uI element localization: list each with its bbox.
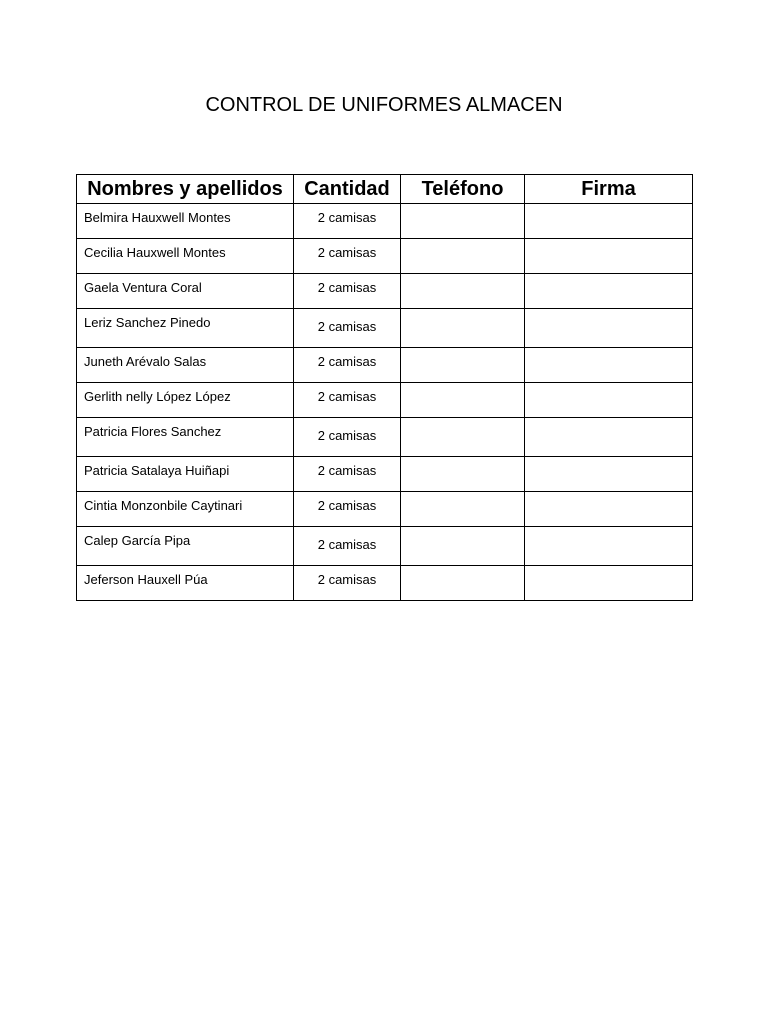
table-row bbox=[77, 383, 693, 418]
cell-signature bbox=[525, 309, 693, 348]
cell-quantity: 2 camisas bbox=[294, 309, 401, 348]
cell-signature bbox=[525, 204, 693, 239]
table-row bbox=[77, 457, 693, 492]
cell-name: Juneth Arévalo Salas bbox=[77, 348, 294, 383]
cell-quantity: 2 camisas bbox=[294, 274, 401, 309]
cell-quantity: 2 camisas bbox=[294, 383, 401, 418]
cell-signature bbox=[525, 348, 693, 383]
table-row bbox=[77, 348, 693, 383]
cell-phone bbox=[401, 383, 525, 418]
cell-phone bbox=[401, 309, 525, 348]
column-header-quantity: Cantidad bbox=[294, 175, 401, 204]
cell-phone bbox=[401, 348, 525, 383]
cell-signature bbox=[525, 383, 693, 418]
cell-name: Cintia Monzonbile Caytinari bbox=[77, 492, 294, 527]
cell-phone bbox=[401, 239, 525, 274]
cell-name: Cecilia Hauxwell Montes bbox=[77, 239, 294, 274]
cell-name: Jeferson Hauxell Púa bbox=[77, 566, 294, 601]
table-row bbox=[77, 418, 693, 457]
cell-name: Gerlith nelly López López bbox=[77, 383, 294, 418]
page-title: CONTROL DE UNIFORMES ALMACEN bbox=[205, 94, 563, 116]
cell-phone bbox=[401, 527, 525, 566]
table-row bbox=[77, 566, 693, 601]
cell-signature bbox=[525, 492, 693, 527]
cell-quantity: 2 camisas bbox=[294, 457, 401, 492]
cell-name: Gaela Ventura Coral bbox=[77, 274, 294, 309]
cell-quantity: 2 camisas bbox=[294, 492, 401, 527]
cell-quantity: 2 camisas bbox=[294, 418, 401, 457]
cell-phone bbox=[401, 457, 525, 492]
cell-signature bbox=[525, 527, 693, 566]
table-row bbox=[77, 274, 693, 309]
cell-name: Calep García Pipa bbox=[77, 527, 294, 566]
cell-quantity: 2 camisas bbox=[294, 527, 401, 566]
cell-name: Patricia Flores Sanchez bbox=[77, 418, 294, 457]
cell-name: Belmira Hauxwell Montes bbox=[77, 204, 294, 239]
cell-signature bbox=[525, 274, 693, 309]
cell-quantity: 2 camisas bbox=[294, 204, 401, 239]
cell-name: Patricia Satalaya Huiñapi bbox=[77, 457, 294, 492]
column-header-phone: Teléfono bbox=[401, 175, 525, 204]
cell-phone bbox=[401, 492, 525, 527]
cell-phone bbox=[401, 204, 525, 239]
cell-quantity: 2 camisas bbox=[294, 566, 401, 601]
cell-name: Leriz Sanchez Pinedo bbox=[77, 309, 294, 348]
table-row bbox=[77, 527, 693, 566]
column-header-signature: Firma bbox=[525, 175, 693, 204]
table-row bbox=[77, 309, 693, 348]
table-row bbox=[77, 204, 693, 239]
cell-signature bbox=[525, 418, 693, 457]
cell-signature bbox=[525, 566, 693, 601]
table-row bbox=[77, 239, 693, 274]
cell-phone bbox=[401, 418, 525, 457]
cell-phone bbox=[401, 274, 525, 309]
cell-phone bbox=[401, 566, 525, 601]
cell-signature bbox=[525, 239, 693, 274]
cell-signature bbox=[525, 457, 693, 492]
table-row bbox=[77, 492, 693, 527]
column-header-names: Nombres y apellidos bbox=[77, 175, 294, 204]
cell-quantity: 2 camisas bbox=[294, 239, 401, 274]
table-header-row bbox=[77, 175, 693, 204]
cell-quantity: 2 camisas bbox=[294, 348, 401, 383]
uniform-control-table bbox=[76, 174, 693, 601]
